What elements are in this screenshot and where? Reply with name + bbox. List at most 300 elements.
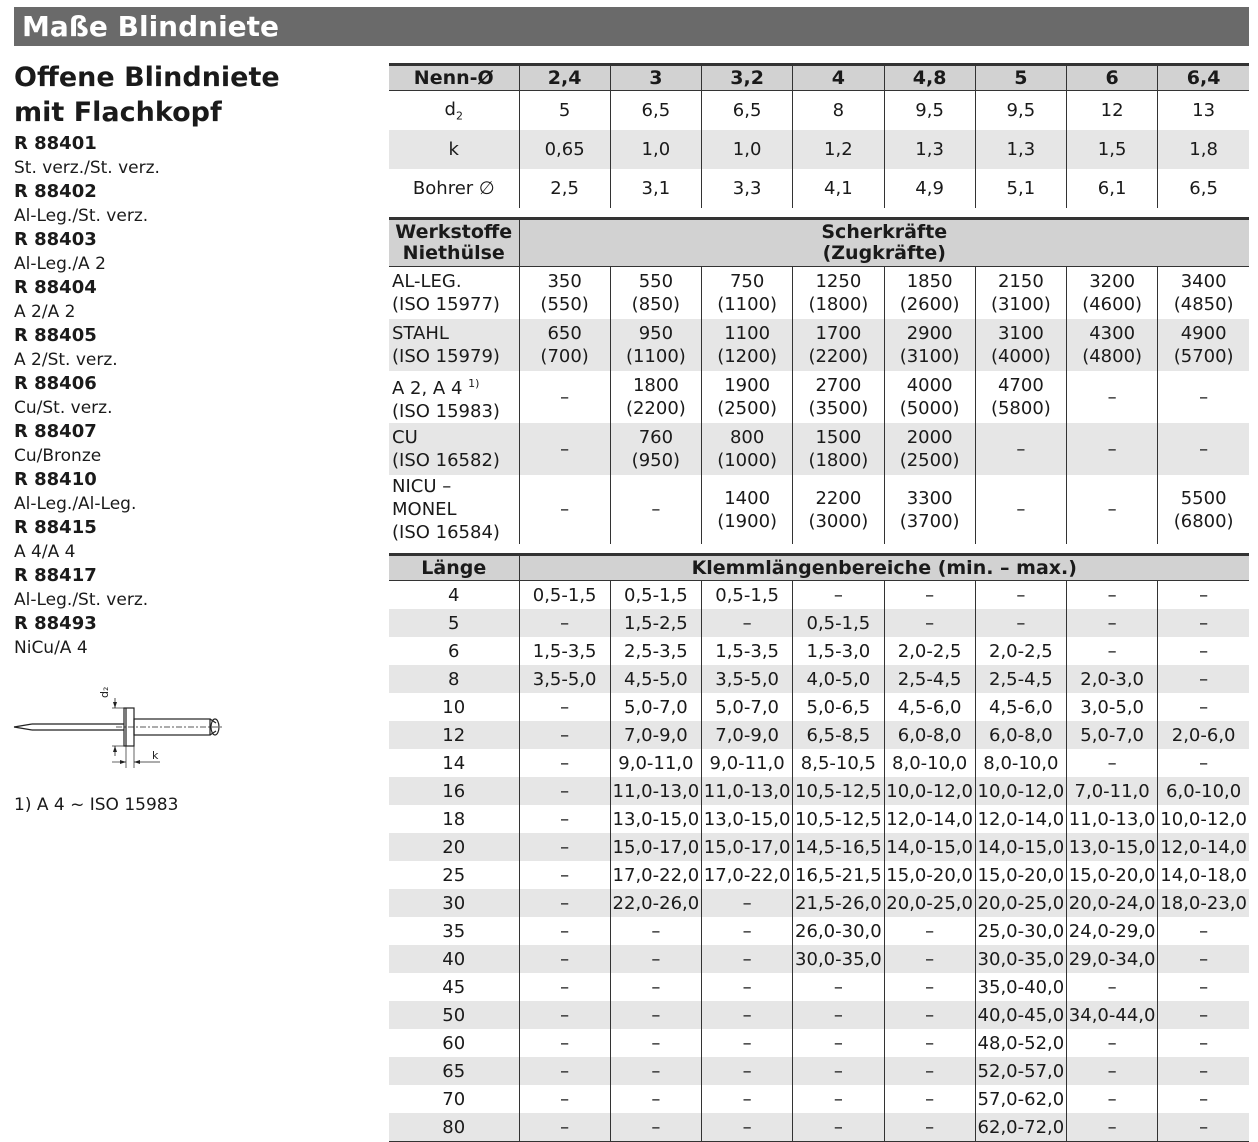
shear-force: 1800 bbox=[632, 375, 679, 396]
row-label bbox=[389, 91, 519, 131]
table-row bbox=[389, 1085, 1249, 1113]
table-cell: 6,5 bbox=[610, 91, 701, 131]
length-value: 30 bbox=[442, 892, 466, 914]
shear-force: 4000 bbox=[906, 375, 953, 396]
table-cell: 6,5 bbox=[702, 91, 793, 131]
table-row bbox=[389, 1001, 1249, 1029]
table-cell: 9,5 bbox=[884, 91, 975, 131]
table-cell: – bbox=[610, 917, 701, 945]
tensile-force: (4800) bbox=[1082, 346, 1143, 367]
table-cell: 6,0-10,0 bbox=[1158, 777, 1249, 805]
header-length: Länge bbox=[389, 555, 519, 581]
table-row bbox=[389, 721, 1249, 749]
table-cell: 8,0-10,0 bbox=[975, 749, 1066, 777]
table-cell bbox=[1067, 423, 1158, 475]
table-cell: – bbox=[884, 609, 975, 637]
table-cell: – bbox=[1158, 945, 1249, 973]
table-cell bbox=[702, 267, 793, 320]
table-cell: – bbox=[702, 945, 793, 973]
table-row bbox=[389, 861, 1249, 889]
forces-table bbox=[389, 217, 1249, 544]
table-row bbox=[389, 973, 1249, 1001]
table-cell bbox=[793, 475, 884, 544]
row-label-sub: 2 bbox=[455, 109, 463, 123]
table-cell: – bbox=[793, 1085, 884, 1113]
product-material: Al-Leg./Al-Leg. bbox=[14, 494, 137, 514]
table-row bbox=[389, 665, 1249, 693]
table-row bbox=[389, 945, 1249, 973]
shear-force: 1400 bbox=[724, 487, 771, 509]
table-cell: 5,1 bbox=[975, 169, 1066, 208]
table-cell: – bbox=[1067, 1113, 1158, 1142]
table-cell: 4,0-5,0 bbox=[793, 665, 884, 693]
table-cell: 57,0-62,0 bbox=[975, 1085, 1066, 1113]
table-cell: – bbox=[519, 609, 610, 637]
product-title-line1: Offene Blindniete bbox=[14, 62, 280, 93]
shear-force: 4900 bbox=[1180, 323, 1227, 344]
product-code: R 88405 bbox=[14, 325, 97, 346]
product-list bbox=[14, 132, 374, 660]
shear-force: 750 bbox=[729, 271, 765, 292]
table-cell bbox=[519, 267, 610, 320]
table-cell: – bbox=[702, 1029, 793, 1057]
table-cell: – bbox=[702, 917, 793, 945]
length-value: 60 bbox=[442, 1032, 466, 1054]
table-cell bbox=[1067, 475, 1158, 544]
table-cell: 5 bbox=[519, 91, 610, 131]
table-cell: – bbox=[702, 1057, 793, 1085]
table-cell: 12,0-14,0 bbox=[975, 805, 1066, 833]
table-cell: – bbox=[1158, 1057, 1249, 1085]
length-value: 40 bbox=[442, 948, 466, 970]
product-material: Al-Leg./A 2 bbox=[14, 254, 106, 274]
product-material: A 2/A 2 bbox=[14, 302, 76, 322]
table-cell: – bbox=[702, 1085, 793, 1113]
table-cell: 1,5-2,5 bbox=[610, 609, 701, 637]
table-cell: – bbox=[1158, 749, 1249, 777]
header-material-line2: Niethülse bbox=[402, 242, 505, 264]
tensile-force: (2200) bbox=[625, 398, 686, 419]
table-cell: – bbox=[1158, 693, 1249, 721]
dims-header-row bbox=[389, 65, 1249, 91]
material-name: CU bbox=[392, 427, 418, 448]
table-cell: 2,0-2,5 bbox=[975, 637, 1066, 665]
table-cell: 13,0-15,0 bbox=[702, 805, 793, 833]
header-size: 3,2 bbox=[702, 65, 793, 91]
table-cell: 30,0-35,0 bbox=[793, 945, 884, 973]
length-value: 65 bbox=[442, 1060, 466, 1082]
table-cell: 29,0-34,0 bbox=[1067, 945, 1158, 973]
shear-force: 5500 bbox=[1180, 487, 1227, 509]
table-cell bbox=[975, 423, 1066, 475]
table-cell: – bbox=[519, 1113, 610, 1142]
table-cell: 5,0-7,0 bbox=[702, 693, 793, 721]
table-cell bbox=[702, 371, 793, 423]
table-cell: 34,0-44,0 bbox=[1067, 1001, 1158, 1029]
table-cell bbox=[884, 475, 975, 544]
table-cell bbox=[884, 319, 975, 371]
table-cell: – bbox=[793, 581, 884, 610]
table-cell bbox=[975, 475, 1066, 544]
table-cell: – bbox=[519, 721, 610, 749]
table-cell: 7,0-9,0 bbox=[610, 721, 701, 749]
header-size: 3 bbox=[610, 65, 701, 91]
table-cell: 9,5 bbox=[975, 91, 1066, 131]
product-code: R 88403 bbox=[14, 229, 97, 250]
table-cell: – bbox=[1158, 581, 1249, 610]
table-cell: – bbox=[519, 1029, 610, 1057]
shear-force: 3300 bbox=[906, 487, 953, 509]
tensile-force: (4850) bbox=[1173, 294, 1234, 315]
header-forces bbox=[519, 219, 1249, 267]
table-row bbox=[389, 169, 1249, 208]
shear-force: 1100 bbox=[724, 323, 771, 344]
table-row bbox=[389, 581, 1249, 610]
clamp-length-table bbox=[389, 553, 1249, 1142]
table-cell: 6,0-8,0 bbox=[884, 721, 975, 749]
header-clamp-range: Klemmlängenbereiche (min. – max.) bbox=[519, 555, 1249, 581]
table-cell: – bbox=[702, 889, 793, 917]
table-cell: – bbox=[1158, 917, 1249, 945]
length-value: 80 bbox=[389, 1113, 519, 1142]
shear-force: – bbox=[1199, 438, 1209, 460]
table-cell: – bbox=[884, 973, 975, 1001]
table-row bbox=[389, 267, 1249, 320]
table-cell: – bbox=[610, 1029, 701, 1057]
table-cell: – bbox=[793, 973, 884, 1001]
table-cell: 5,0-6,5 bbox=[793, 693, 884, 721]
table-cell: – bbox=[884, 1001, 975, 1029]
table-row bbox=[389, 1113, 1249, 1142]
table-cell bbox=[702, 319, 793, 371]
tensile-force: (3100) bbox=[899, 346, 960, 367]
table-cell: 14,0-15,0 bbox=[884, 833, 975, 861]
table-cell: – bbox=[975, 581, 1066, 610]
table-cell: 15,0-17,0 bbox=[610, 833, 701, 861]
table-cell: 12,0-14,0 bbox=[884, 805, 975, 833]
product-code: R 88404 bbox=[14, 277, 97, 298]
table-cell bbox=[884, 371, 975, 423]
table-cell bbox=[1158, 423, 1249, 475]
table-cell: 17,0-22,0 bbox=[610, 861, 701, 889]
table-cell: – bbox=[793, 1001, 884, 1029]
product-material: Al-Leg./St. verz. bbox=[14, 590, 149, 610]
table-cell: 1,8 bbox=[1158, 130, 1249, 169]
table-cell bbox=[1158, 319, 1249, 371]
material-name: A 2, A 4 bbox=[392, 377, 463, 399]
table-cell: 30,0-35,0 bbox=[975, 945, 1066, 973]
lengths-header-row bbox=[389, 555, 1249, 581]
table-row bbox=[389, 130, 1249, 169]
shear-force: 1500 bbox=[815, 427, 862, 448]
table-cell: 0,65 bbox=[519, 130, 610, 169]
table-row bbox=[389, 637, 1249, 665]
table-row bbox=[389, 749, 1249, 777]
table-cell: – bbox=[1158, 665, 1249, 693]
tensile-force: (5800) bbox=[990, 398, 1051, 419]
material-standard: (ISO 15979) bbox=[392, 346, 500, 367]
table-cell bbox=[1158, 267, 1249, 320]
material-standard: (ISO 16582) bbox=[392, 450, 500, 471]
table-cell: – bbox=[1067, 1057, 1158, 1085]
table-row bbox=[389, 693, 1249, 721]
table-cell: 4,1 bbox=[793, 169, 884, 208]
table-cell: 3,5-5,0 bbox=[702, 665, 793, 693]
table-cell bbox=[519, 319, 610, 371]
tensile-force: (550) bbox=[540, 294, 589, 315]
shear-force: – bbox=[651, 499, 661, 520]
table-cell: – bbox=[519, 1057, 610, 1085]
table-cell: – bbox=[702, 609, 793, 637]
table-row bbox=[389, 1029, 1249, 1057]
product-material: St. verz./St. verz. bbox=[14, 158, 160, 178]
table-cell: 13,0-15,0 bbox=[1067, 833, 1158, 861]
table-cell: – bbox=[884, 581, 975, 610]
tensile-force: (1100) bbox=[625, 346, 686, 367]
table-cell: 0,5-1,5 bbox=[519, 581, 610, 610]
length-value: 50 bbox=[442, 1004, 466, 1026]
tensile-force: (950) bbox=[631, 450, 681, 471]
table-cell: 1,3 bbox=[975, 130, 1066, 169]
shear-force: 1250 bbox=[815, 271, 862, 292]
table-row bbox=[389, 423, 1249, 475]
table-cell: – bbox=[1067, 973, 1158, 1001]
table-cell: 25,0-30,0 bbox=[975, 917, 1066, 945]
material-label bbox=[389, 319, 519, 371]
shear-force: 2150 bbox=[997, 271, 1044, 292]
material-label bbox=[389, 371, 519, 423]
table-cell: – bbox=[1067, 749, 1158, 777]
tensile-force: (5000) bbox=[899, 398, 960, 419]
shear-force: – bbox=[1107, 386, 1117, 408]
table-cell: 2,5 bbox=[519, 169, 610, 208]
row-label-text: Bohrer ∅ bbox=[412, 178, 495, 199]
table-cell: 9,0-11,0 bbox=[610, 749, 701, 777]
table-cell: 16,5-21,5 bbox=[793, 861, 884, 889]
table-cell bbox=[519, 371, 610, 423]
table-cell: 6,5 bbox=[1158, 169, 1249, 208]
table-cell bbox=[793, 319, 884, 371]
table-cell: 13 bbox=[1158, 91, 1249, 131]
table-cell: 7,0-11,0 bbox=[1067, 777, 1158, 805]
table-cell: 4,5-6,0 bbox=[884, 693, 975, 721]
table-cell: – bbox=[1158, 1113, 1249, 1142]
diagram-label-k: k bbox=[152, 749, 159, 762]
table-cell bbox=[519, 423, 610, 475]
tensile-force: (2200) bbox=[808, 346, 869, 367]
material-label bbox=[389, 423, 519, 475]
length-value: 10 bbox=[442, 696, 466, 718]
table-cell: 10,0-12,0 bbox=[1158, 805, 1249, 833]
table-cell: 15,0-17,0 bbox=[702, 833, 793, 861]
shear-force: 2900 bbox=[906, 323, 953, 344]
table-cell: 8,0-10,0 bbox=[884, 749, 975, 777]
table-cell: – bbox=[884, 1029, 975, 1057]
table-cell: – bbox=[519, 889, 610, 917]
table-cell: – bbox=[702, 1113, 793, 1142]
forces-header-row bbox=[389, 219, 1249, 267]
shear-force: 350 bbox=[547, 271, 582, 292]
material-name: AL-LEG. bbox=[392, 271, 462, 292]
table-cell bbox=[519, 475, 610, 544]
table-cell: 62,0-72,0 bbox=[975, 1113, 1066, 1142]
shear-force: 3400 bbox=[1180, 271, 1227, 292]
tensile-force: (850) bbox=[631, 294, 681, 315]
table-cell: 14,0-15,0 bbox=[975, 833, 1066, 861]
footnote-ref: 1) bbox=[468, 376, 480, 390]
shear-force: 760 bbox=[638, 427, 674, 448]
product-material: A 4/A 4 bbox=[14, 542, 76, 562]
tensile-force: (5700) bbox=[1173, 346, 1234, 367]
shear-force: 3200 bbox=[1089, 271, 1136, 292]
tensile-force: (1000) bbox=[717, 450, 778, 471]
length-value: 18 bbox=[442, 808, 466, 830]
table-cell: 8,5-10,5 bbox=[793, 749, 884, 777]
product-code: R 88415 bbox=[14, 517, 97, 538]
table-cell: 15,0-20,0 bbox=[1067, 861, 1158, 889]
shear-force: – bbox=[1016, 499, 1026, 520]
table-cell: 6,1 bbox=[1067, 169, 1158, 208]
shear-force: 550 bbox=[638, 271, 674, 292]
table-row bbox=[389, 1057, 1249, 1085]
material-standard: (ISO 15983) bbox=[392, 400, 500, 422]
table-cell bbox=[793, 423, 884, 475]
table-cell: – bbox=[519, 749, 610, 777]
shear-force: 1700 bbox=[815, 323, 862, 344]
table-cell: 1,5 bbox=[1067, 130, 1158, 169]
table-cell: 4,5-6,0 bbox=[975, 693, 1066, 721]
table-cell: 48,0-52,0 bbox=[975, 1029, 1066, 1057]
table-cell: – bbox=[884, 917, 975, 945]
table-cell: 52,0-57,0 bbox=[975, 1057, 1066, 1085]
table-cell: – bbox=[884, 945, 975, 973]
section-banner bbox=[14, 7, 1249, 46]
table-cell bbox=[702, 423, 793, 475]
tensile-force: (700) bbox=[540, 346, 589, 367]
table-cell: 10,5-12,5 bbox=[793, 805, 884, 833]
product-material: Cu/Bronze bbox=[14, 446, 102, 466]
table-cell: – bbox=[793, 1029, 884, 1057]
shear-force: – bbox=[560, 386, 570, 408]
table-cell: 17,0-22,0 bbox=[702, 861, 793, 889]
table-row bbox=[389, 777, 1249, 805]
table-cell: – bbox=[610, 945, 701, 973]
length-value: 25 bbox=[442, 864, 466, 886]
shear-force: 2000 bbox=[906, 427, 953, 448]
table-cell: 0,5-1,5 bbox=[793, 609, 884, 637]
table-cell: 3,5-5,0 bbox=[519, 665, 610, 693]
table-cell: 1,5-3,5 bbox=[519, 637, 610, 665]
table-cell: 1,5-3,0 bbox=[793, 637, 884, 665]
tables-area bbox=[389, 63, 1249, 1142]
product-code: R 88410 bbox=[14, 469, 97, 490]
table-cell: – bbox=[519, 861, 610, 889]
footnote: 1) A 4 ~ ISO 15983 bbox=[14, 795, 179, 815]
product-code: R 88407 bbox=[14, 421, 97, 442]
table-row bbox=[389, 917, 1249, 945]
table-cell bbox=[1067, 267, 1158, 320]
table-cell bbox=[610, 371, 701, 423]
length-value: 45 bbox=[442, 976, 466, 998]
table-cell: – bbox=[1158, 637, 1249, 665]
table-cell: – bbox=[702, 1001, 793, 1029]
shear-force: – bbox=[560, 438, 570, 460]
table-row bbox=[389, 805, 1249, 833]
shear-force: 1850 bbox=[906, 271, 953, 292]
table-cell bbox=[702, 475, 793, 544]
table-cell bbox=[1067, 371, 1158, 423]
material-label bbox=[389, 475, 519, 544]
table-cell: – bbox=[519, 777, 610, 805]
table-cell: 1,0 bbox=[610, 130, 701, 169]
table-cell: 13,0-15,0 bbox=[610, 805, 701, 833]
dimensions-table bbox=[389, 63, 1249, 208]
table-cell: – bbox=[519, 693, 610, 721]
product-material: NiCu/A 4 bbox=[14, 638, 88, 658]
tensile-force: (1800) bbox=[808, 294, 869, 315]
tensile-force: (1200) bbox=[717, 346, 778, 367]
table-cell: 1,3 bbox=[884, 130, 975, 169]
table-cell: 22,0-26,0 bbox=[610, 889, 701, 917]
product-code: R 88493 bbox=[14, 613, 97, 634]
tensile-force: (4000) bbox=[990, 346, 1051, 367]
header-size: 6,4 bbox=[1158, 65, 1249, 91]
table-cell: 5,0-7,0 bbox=[1067, 721, 1158, 749]
product-title-line2: mit Flachkopf bbox=[14, 97, 222, 128]
material-standard: (ISO 15977) bbox=[392, 294, 500, 315]
table-cell: 3,1 bbox=[610, 169, 701, 208]
tensile-force: (3000) bbox=[808, 510, 869, 532]
table-cell: 2,5-4,5 bbox=[975, 665, 1066, 693]
header-forces-line2: (Zugkräfte) bbox=[822, 242, 946, 264]
product-material: Al-Leg./St. verz. bbox=[14, 206, 149, 226]
table-cell: 0,5-1,5 bbox=[610, 581, 701, 610]
table-cell: – bbox=[610, 1057, 701, 1085]
table-cell: 11,0-13,0 bbox=[1067, 805, 1158, 833]
table-row bbox=[389, 371, 1249, 423]
table-cell: 0,5-1,5 bbox=[702, 581, 793, 610]
product-info bbox=[14, 60, 374, 660]
table-cell: – bbox=[519, 973, 610, 1001]
table-cell: – bbox=[610, 1001, 701, 1029]
table-cell: – bbox=[1158, 1085, 1249, 1113]
table-cell: – bbox=[1067, 637, 1158, 665]
material-label bbox=[389, 267, 519, 320]
length-value: 20 bbox=[442, 836, 466, 858]
table-cell: – bbox=[610, 1113, 701, 1142]
tensile-force: (6800) bbox=[1173, 510, 1234, 532]
table-cell bbox=[610, 319, 701, 371]
table-cell: 4,9 bbox=[884, 169, 975, 208]
shear-force: 2200 bbox=[815, 487, 862, 509]
product-code: R 88417 bbox=[14, 565, 97, 586]
header-size: 5 bbox=[975, 65, 1066, 91]
table-cell: – bbox=[1067, 609, 1158, 637]
tensile-force: (1100) bbox=[717, 294, 778, 315]
table-cell: 40,0-45,0 bbox=[975, 1001, 1066, 1029]
table-cell: – bbox=[1067, 581, 1158, 610]
table-cell: 2,5-4,5 bbox=[884, 665, 975, 693]
table-cell bbox=[793, 267, 884, 320]
table-cell: – bbox=[1158, 1029, 1249, 1057]
table-cell bbox=[975, 371, 1066, 423]
tensile-force: (4600) bbox=[1082, 294, 1143, 315]
table-cell: 14,5-16,5 bbox=[793, 833, 884, 861]
tensile-force: (1800) bbox=[808, 450, 869, 471]
shear-force: 1900 bbox=[724, 375, 771, 396]
table-cell bbox=[793, 371, 884, 423]
table-cell bbox=[1067, 319, 1158, 371]
